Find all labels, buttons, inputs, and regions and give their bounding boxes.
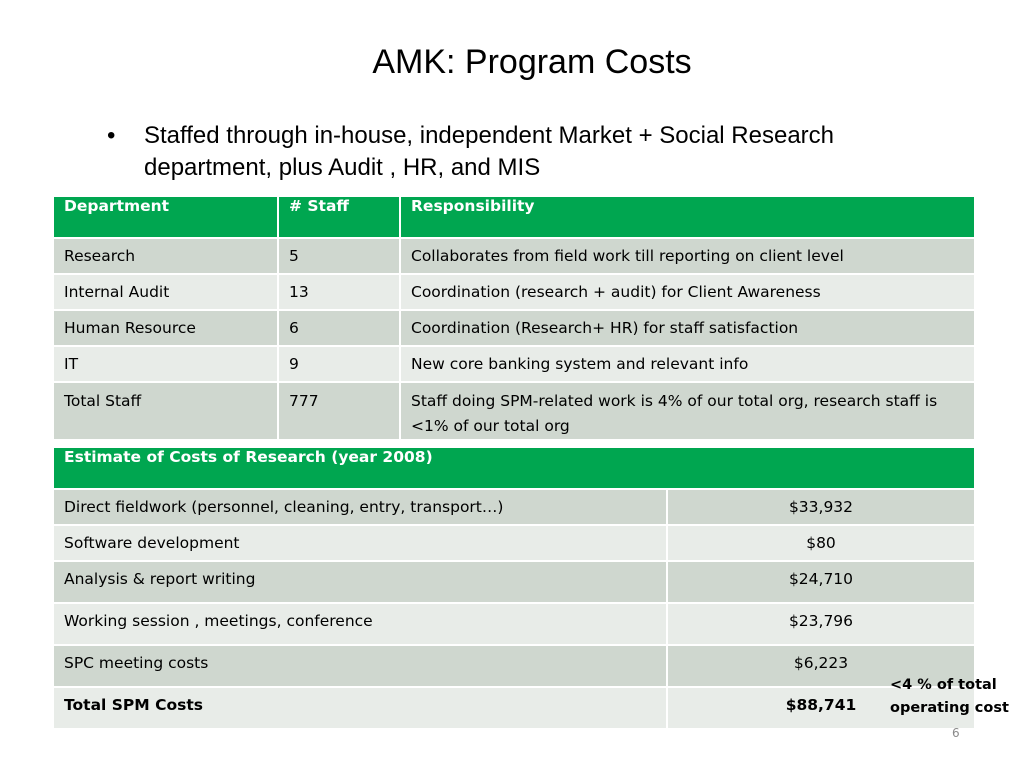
cost-item-cell: SPC meeting costs xyxy=(53,645,667,687)
staff-count-cell: 777 xyxy=(278,382,400,440)
cost-amount-cell: $23,796 xyxy=(667,603,975,645)
table-row xyxy=(53,310,975,346)
responsibility-cell: Coordination (Research+ HR) for staff satisfaction xyxy=(400,310,975,346)
total-label-cell: Total SPM Costs xyxy=(53,687,667,729)
operating-cost-note: <4 % of total operating cost xyxy=(890,677,1009,716)
table-row xyxy=(53,346,975,382)
total-row xyxy=(53,687,975,729)
slide-title: AMK: Program Costs xyxy=(372,43,692,81)
responsibility-cell: New core banking system and relevant info xyxy=(400,346,975,382)
department-cell: Research xyxy=(53,238,278,274)
staff-count-cell: 5 xyxy=(278,238,400,274)
cost-item-cell: Direct fieldwork (personnel, cleaning, entry, transport…) xyxy=(53,489,667,525)
department-cell: Human Resource xyxy=(53,310,278,346)
cost-item-cell: Working session , meetings, conference xyxy=(53,603,667,645)
department-cell: IT xyxy=(53,346,278,382)
table-row xyxy=(53,382,975,440)
column-header-department: Department xyxy=(53,196,278,238)
cost-table-header xyxy=(53,447,975,489)
table-row xyxy=(53,489,975,525)
column-header-staff: # Staff xyxy=(278,196,400,238)
total-amount-cell: $88,741 xyxy=(667,687,975,729)
table-row xyxy=(53,274,975,310)
table-row xyxy=(53,525,975,561)
column-header-responsibility: Responsibility xyxy=(400,196,975,238)
department-cell: Total Staff xyxy=(53,382,278,440)
staff-count-cell: 13 xyxy=(278,274,400,310)
cost-amount-cell: $80 xyxy=(667,525,975,561)
staff-count-cell: 9 xyxy=(278,346,400,382)
department-cell: Internal Audit xyxy=(53,274,278,310)
cost-amount-cell: $6,223 xyxy=(667,645,975,687)
staff-count-cell: 6 xyxy=(278,310,400,346)
bullet-text: Staffed through in-house, independent Market + Social Research department, plus Audit , HR, and MIS xyxy=(144,122,834,181)
table-row xyxy=(53,603,975,645)
responsibility-cell: Collaborates from field work till reporting on client level xyxy=(400,238,975,274)
staff-table-header xyxy=(53,196,975,238)
cost-item-cell: Software development xyxy=(53,525,667,561)
cost-item-cell: Analysis & report writing xyxy=(53,561,667,603)
page-number: 6 xyxy=(952,726,960,740)
cost-table xyxy=(52,446,976,730)
cost-amount-cell: $24,710 xyxy=(667,561,975,603)
cost-table-title: Estimate of Costs of Research (year 2008) xyxy=(53,447,975,489)
staff-table xyxy=(52,195,976,441)
cost-amount-cell: $33,932 xyxy=(667,489,975,525)
table-row xyxy=(53,238,975,274)
table-row xyxy=(53,561,975,603)
responsibility-cell: Coordination (research + audit) for Client Awareness xyxy=(400,274,975,310)
responsibility-cell: Staff doing SPM-related work is 4% of our total org, research staff is <1% of our total org xyxy=(400,382,975,440)
bullet-marker: • xyxy=(107,122,116,149)
table-row xyxy=(53,645,975,687)
